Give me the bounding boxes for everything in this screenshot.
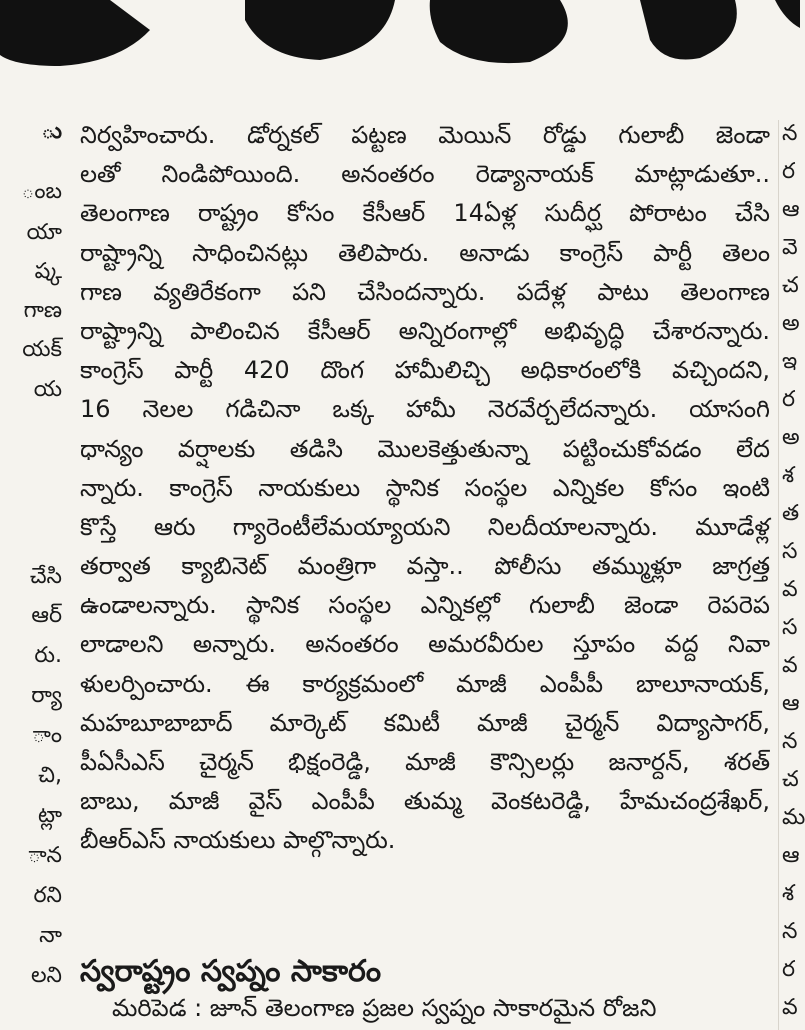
article-line: మహబూబాబాద్ మార్కెట్ కమిటీ మాజీ చైర్మన్ విద్యాసాగర్,: [80, 708, 770, 737]
right-column-fragment: వ: [782, 653, 798, 678]
article-line: 16 నెలల గడిచినా ఒక్క హామీ నెరవేర్చలేదన్నారు. యాసంగి: [80, 395, 770, 424]
left-column-fragment: ష్క: [34, 259, 62, 284]
right-column-fragment: స: [782, 615, 798, 640]
right-column-fragment: మ: [782, 805, 805, 830]
right-column: [782, 120, 805, 1030]
headline-glyph-1: [0, 0, 150, 66]
left-column-fragment: లని: [30, 963, 62, 988]
article-line: తర్వాత క్యాబినెట్ మంత్రిగా వస్తా.. పోలీసు తమ్ముళ్లూ జాగ్రత్త: [80, 552, 770, 581]
headline-glyph-4: [640, 0, 737, 60]
right-column-fragment: స: [782, 539, 798, 564]
right-column-fragment: ర: [782, 159, 796, 184]
right-column-fragment: త: [782, 501, 800, 526]
right-column-fragment: వ: [782, 577, 798, 602]
left-column: [0, 118, 62, 1030]
left-column-fragment: గాణ: [23, 298, 62, 323]
left-column-fragment: నా: [39, 923, 62, 948]
right-column-fragment: శ: [782, 881, 795, 906]
right-column-fragment: అ: [782, 311, 800, 336]
right-column-fragment: అ: [782, 425, 800, 450]
article-line: తెలంగాణ రాష్ట్రం కోసం కేసీఆర్ 14ఏళ్ల సుదీర్ఘ పోరాటం చేసి: [80, 199, 770, 228]
right-column-fragment: చ: [782, 767, 799, 792]
article-line: పీఏసీఎస్ చైర్మన్ భిక్షంరెడ్డి, మాజీ కౌన్సిలర్లు జనార్దన్, శరత్: [80, 748, 770, 776]
article-line: కాంగ్రెస్ పార్టీ 420 దొంగ హామీలిచ్చి అధికారంలోకి వచ్చిందని,: [80, 356, 770, 385]
article-line: రాష్ట్రాన్ని పాలించిన కేసీఆర్ అన్నిరంగాల్లో అభివృద్ధి చేశారన్నారు.: [80, 316, 770, 345]
right-column-fragment: న: [782, 919, 798, 944]
headline-letterforms: [0, 0, 800, 80]
left-column-fragment: ర్యా: [31, 683, 62, 708]
article-line: నిర్వహించారు. డోర్నకల్ పట్టణ మెయిన్ రోడ్డు గులాబీ జెండా: [80, 121, 770, 149]
left-column-fragment: రని: [33, 883, 62, 908]
left-column-fragment: చేసి: [29, 564, 62, 589]
right-column-fragment: న: [782, 729, 798, 754]
left-column-fragment: ాం: [32, 723, 62, 748]
left-column-fragment: రు.: [34, 643, 62, 668]
left-column-fragment: య: [33, 377, 62, 402]
left-column-fragment: ట్లా: [37, 803, 62, 828]
left-column-fragment: చి,: [38, 763, 62, 788]
article-line: ఉండాలన్నారు. స్థానిక సంస్థల ఎన్నికల్లో గులాబీ జెండా రెపరెప: [80, 591, 770, 620]
right-column-fragment: ర: [782, 957, 796, 982]
right-column-fragment: ఇ: [782, 349, 798, 374]
right-column-fragment: ఆ: [782, 691, 800, 716]
left-column-fragment: ంబ: [21, 179, 62, 204]
article-line: లాడాలని అన్నారు. అనంతరం అమరవీరుల స్తూపం వద్ద నివా: [80, 630, 770, 659]
headline-glyph-2: [245, 0, 395, 60]
article-line: బీఆర్ఎస్ నాయకులు పాల్గొన్నారు.: [80, 826, 396, 855]
left-column-fragment: ాన: [28, 843, 62, 868]
article-subheading: స్వరాష్ట్రం స్వప్నం సాకారం: [80, 954, 382, 989]
headline-glyph-3: [430, 0, 568, 63]
right-column-fragment: వ: [782, 995, 798, 1020]
article-line: న్నారు. కాంగ్రెస్ నాయకులు స్థానిక సంస్థల ఎన్నికల కోసం ఇంటి: [80, 473, 770, 502]
column-divider: [778, 120, 779, 1030]
right-column-fragment: శ: [782, 463, 795, 488]
left-column-fragment: యా: [26, 220, 62, 245]
article-line: ళులర్పించారు. ఈ కార్యక్రమంలో మాజీ ఎంపీపీ బాలూనాయక్,: [80, 669, 770, 698]
article-body: [80, 116, 770, 861]
right-column-fragment: ర: [782, 387, 796, 412]
right-column-fragment: చ: [782, 273, 799, 298]
left-column-fragment: ఆర్: [31, 603, 62, 628]
article-line: ధాన్యం వర్షాలకు తడిసి మొలకెత్తుతున్నా పట్టించుకోవడం లేద: [80, 434, 770, 463]
article-line: రాష్ట్రాన్ని సాధించినట్లు తెలిపారు. అనాడు కాంగ్రెస్ పార్టీ తెలం: [80, 238, 770, 267]
right-column-fragment: ఆ: [782, 843, 800, 868]
right-column-fragment: వె: [782, 235, 798, 260]
article-next-line: మరిపెడ : జూన్ తెలంగాణ ప్రజల స్వప్నం సాకారమైన రోజని: [112, 994, 657, 1022]
article-line: కొస్తే ఆరు గ్యారెంటీలేమయ్యాయని నిలదీయాలన్నారు. మూడేళ్ల: [80, 512, 770, 541]
article-line: లతో నిండిపోయింది. అనంతరం రెడ్యానాయక్ మాట్లాడుతూ..: [80, 160, 770, 189]
right-column-fragment: ఆ: [782, 197, 800, 222]
left-column-fragment: ు: [41, 119, 62, 144]
right-column-fragment: న: [782, 121, 798, 146]
left-column-fragment: యక్: [22, 337, 62, 362]
headline-glyph-5: [775, 0, 800, 28]
article-line: గాణ వ్యతిరేకంగా పని చేసిందన్నారు. పదేళ్ల పాటు తెలంగాణ: [80, 277, 770, 306]
article-line: బాబు, మాజీ వైస్ ఎంపీపీ తుమ్మ వెంకటరెడ్డి, హేమచంద్రశేఖర్,: [80, 787, 770, 816]
